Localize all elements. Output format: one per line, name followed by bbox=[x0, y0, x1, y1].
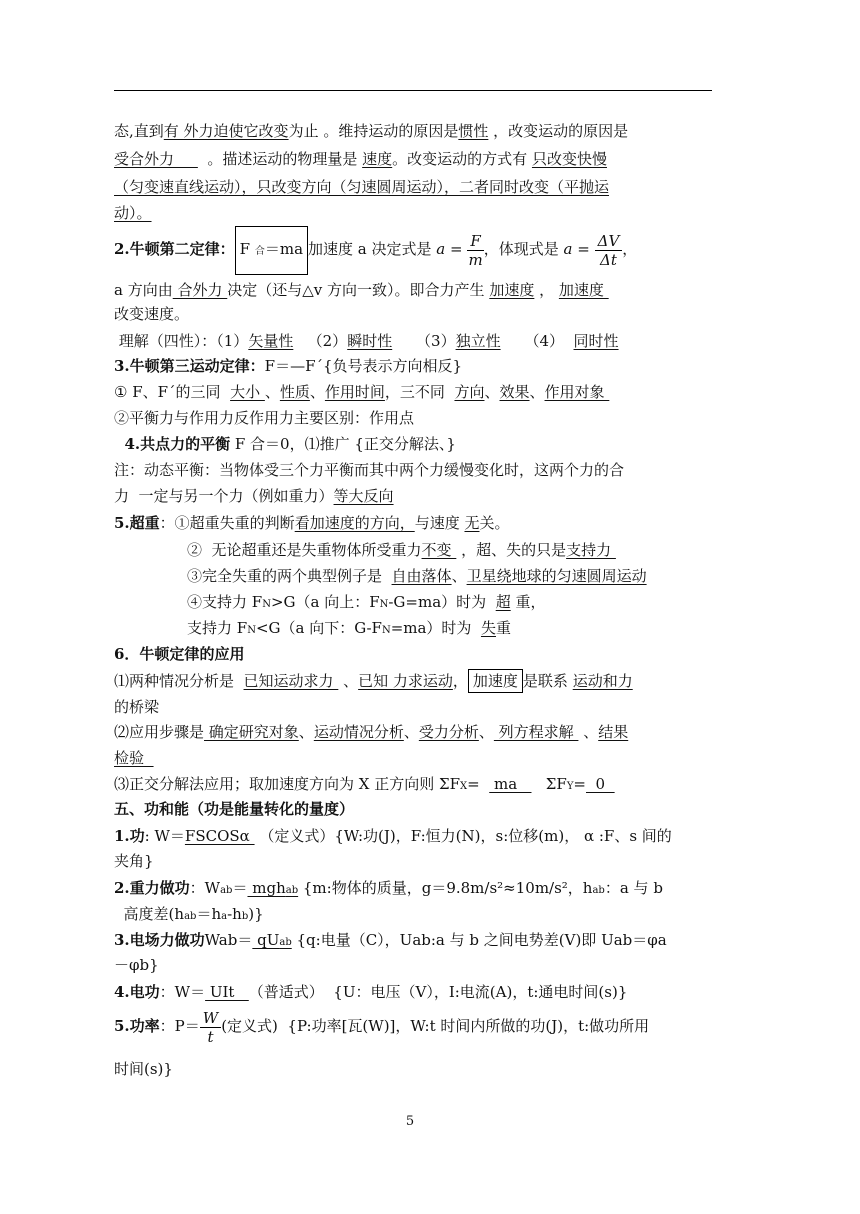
text-line bbox=[114, 121, 628, 141]
text: 、 bbox=[478, 723, 494, 741]
text-line bbox=[114, 203, 152, 223]
answer: 列方程求解 bbox=[493, 723, 579, 741]
text: 为止 。维持运动的原因是 bbox=[288, 122, 459, 140]
text: ＝ bbox=[232, 879, 248, 897]
text: 注：动态平衡：当物体受三个力平衡而其中两个力缓慢变化时，这两个力的合 bbox=[114, 461, 625, 479]
subscript: a bbox=[221, 911, 228, 922]
text-line bbox=[114, 748, 154, 768]
answer: 卫星绕地球的匀速圆周运动 bbox=[466, 567, 647, 585]
answer: 已知运动求力 bbox=[243, 672, 339, 690]
section-heading: 5.超重 bbox=[114, 514, 160, 532]
answer-text: qU bbox=[252, 931, 280, 949]
answer: 加速度 bbox=[558, 281, 609, 299]
subscript: N bbox=[381, 625, 391, 636]
denominator: Δt bbox=[600, 250, 617, 269]
text-line bbox=[114, 799, 354, 819]
text: ：a 与 b bbox=[604, 879, 663, 897]
denominator: t bbox=[207, 1027, 214, 1046]
text: （3） bbox=[392, 332, 456, 350]
text: 夹角} bbox=[114, 852, 154, 870]
text-line bbox=[114, 408, 414, 428]
answer: 速度 bbox=[362, 150, 393, 168]
text: a 方向由 bbox=[114, 281, 173, 299]
text: ， bbox=[622, 240, 638, 258]
answer: 失 bbox=[480, 619, 496, 637]
text: <G（a 向下：G-F bbox=[255, 619, 382, 637]
text: 是联系 bbox=[522, 672, 573, 690]
text: ＝ma bbox=[264, 240, 304, 258]
answer: 运动情况分析 bbox=[313, 723, 404, 741]
text: ④支持力 F bbox=[187, 593, 263, 611]
formula: a bbox=[436, 240, 446, 258]
text-line bbox=[114, 177, 609, 197]
answer: 动）。 bbox=[114, 204, 152, 222]
text-line bbox=[114, 671, 633, 691]
answer: 瞬时性 bbox=[347, 332, 393, 350]
text: 决定（还与△v 方向一致）。即合力产生 bbox=[227, 281, 490, 299]
text: ⑶正交分解法应用；取加速度方向为 X 正方向则 ΣF bbox=[114, 775, 460, 793]
text: -h bbox=[227, 905, 242, 923]
answer: 结果 bbox=[598, 723, 629, 741]
text: （2） bbox=[293, 332, 348, 350]
text: －φb} bbox=[114, 956, 159, 974]
answer: 效果 bbox=[499, 383, 530, 401]
answer: 大小 bbox=[230, 383, 265, 401]
answer: 受合外力 bbox=[114, 150, 198, 168]
text: : W＝ bbox=[144, 827, 185, 845]
numerator: ΔV bbox=[595, 232, 623, 251]
fraction bbox=[467, 232, 483, 269]
text: 、 bbox=[578, 723, 599, 741]
text-line bbox=[114, 982, 627, 1002]
text: 与速度 bbox=[414, 514, 465, 532]
page-number: 5 bbox=[405, 1114, 415, 1129]
text: 支持力 F bbox=[187, 619, 248, 637]
subscript: N bbox=[262, 599, 271, 610]
text-line bbox=[187, 592, 545, 615]
text: （4） bbox=[500, 332, 574, 350]
answer: 自由落体 bbox=[391, 567, 452, 585]
text: ：P＝ bbox=[159, 1017, 200, 1035]
section-heading: 5.功率 bbox=[114, 1017, 160, 1035]
text: 、 bbox=[403, 723, 419, 741]
text-line bbox=[114, 955, 159, 975]
text-line bbox=[114, 382, 609, 402]
fraction bbox=[595, 232, 623, 269]
text-line bbox=[114, 486, 394, 506]
subscript: ab bbox=[279, 937, 292, 948]
section-heading: 五、功和能（功是能量转化的量度） bbox=[114, 800, 355, 818]
text: 、 bbox=[309, 383, 325, 401]
text-line bbox=[187, 618, 511, 641]
section-heading: 3.牛顿第三运动定律： bbox=[114, 357, 265, 375]
text: ：①超重失重的判断 bbox=[159, 514, 295, 532]
text: (定义式) {P:功率[瓦(W)]，W:t 时间内所做的功(J)，t:做功所用 bbox=[221, 1017, 650, 1035]
text: = bbox=[573, 775, 586, 793]
text-line bbox=[114, 226, 637, 275]
text: 、 bbox=[451, 567, 467, 585]
section-heading: 4.电功 bbox=[114, 983, 160, 1001]
text: ， bbox=[534, 281, 559, 299]
text: Wab＝ bbox=[204, 931, 253, 949]
text: F 合＝0，⑴推广 {正交分解法、} bbox=[230, 435, 456, 453]
answer: FSCOSα bbox=[184, 827, 255, 845]
text: （定义式）{W:功(J)，F:恒力(N)，s:位移(m)， α :F、s 间的 bbox=[254, 827, 672, 845]
text: {m:物体的质量，g＝9.8m/s²≈10m/s²，h bbox=[298, 879, 593, 897]
answer: 看加速度的方向， bbox=[294, 514, 415, 532]
subscript: 合 bbox=[254, 246, 265, 257]
text: 、 bbox=[484, 383, 500, 401]
answer: 性质 bbox=[279, 383, 310, 401]
text-line bbox=[114, 826, 672, 846]
formula: a bbox=[563, 240, 573, 258]
answer: 加速度 bbox=[489, 281, 535, 299]
text: ：W bbox=[189, 879, 221, 897]
answer: （匀变速直线运动），只改变方向（匀速圆周运动），二者同时改变（平抛运 bbox=[114, 178, 610, 196]
text: （普适式） {U：电压（V），I:电流(A)，t:通电时间(s)} bbox=[248, 983, 628, 1001]
answer: 只改变快慢 bbox=[531, 150, 607, 168]
boxed-term: 加速度 bbox=[468, 669, 523, 693]
text: ，超、失的只是 bbox=[456, 541, 567, 559]
text: )} bbox=[248, 905, 264, 923]
text: ① F、F´的三同 bbox=[114, 383, 231, 401]
section-heading: 1.功 bbox=[114, 827, 145, 845]
text-line bbox=[187, 566, 647, 586]
answer bbox=[252, 931, 291, 949]
section-heading: 4.共点力的平衡 bbox=[114, 435, 231, 453]
answer: UIt bbox=[205, 983, 249, 1001]
text: 改变速度。 bbox=[114, 305, 190, 323]
answer: 支持力 bbox=[566, 541, 616, 559]
answer: 同时性 bbox=[573, 332, 619, 350]
formula-box bbox=[235, 226, 308, 275]
text: ，改变运动的原因是 bbox=[488, 122, 629, 140]
text: ，体现式是 bbox=[483, 240, 564, 258]
section-heading: 6．牛顿定律的应用 bbox=[114, 645, 245, 663]
text: ， bbox=[452, 672, 468, 690]
text-line bbox=[114, 697, 159, 717]
formula: = bbox=[445, 240, 468, 258]
answer: 运动和力 bbox=[572, 672, 633, 690]
text-line bbox=[114, 149, 607, 169]
text-line bbox=[114, 722, 628, 742]
text: 高度差(h bbox=[114, 905, 185, 923]
text-line bbox=[114, 331, 619, 351]
text: {q:电量（C），Uab:a 与 b 之间电势差(V)即 Uab＝φa bbox=[291, 931, 667, 949]
text-line bbox=[114, 1002, 649, 1050]
text: 的桥梁 bbox=[114, 698, 160, 716]
text: F＝—F´{负号表示方向相反} bbox=[264, 357, 463, 375]
text-line bbox=[114, 513, 510, 533]
text-line bbox=[114, 304, 189, 324]
text-line bbox=[114, 904, 264, 927]
section-heading: 3.电场力做功 bbox=[114, 931, 205, 949]
text: ＝h bbox=[196, 905, 222, 923]
answer-text: mgh bbox=[247, 879, 286, 897]
denominator: m bbox=[468, 250, 483, 269]
answer: 不变 bbox=[421, 541, 457, 559]
answer: 矢量性 bbox=[248, 332, 294, 350]
text-line bbox=[114, 851, 154, 871]
text: 、 bbox=[338, 672, 359, 690]
text-line bbox=[114, 878, 663, 901]
text: ：W＝ bbox=[159, 983, 206, 1001]
text: 时间(s)} bbox=[114, 1060, 173, 1078]
text: F bbox=[239, 240, 255, 258]
text-line bbox=[114, 930, 667, 953]
header-rule bbox=[114, 90, 712, 91]
text: -G=ma）时为 bbox=[388, 593, 496, 611]
text: ⑴两种情况分析是 bbox=[114, 672, 244, 690]
text: ΣF bbox=[531, 775, 567, 793]
text: 。改变运动的方式有 bbox=[392, 150, 532, 168]
answer: 超 bbox=[495, 593, 511, 611]
text: 加速度 a 决定式是 bbox=[308, 240, 437, 258]
text-line bbox=[114, 434, 456, 454]
answer: 独立性 bbox=[455, 332, 501, 350]
text: 力 一定与另一个力（例如重力） bbox=[114, 487, 334, 505]
text: ，三不同 bbox=[384, 383, 455, 401]
answer bbox=[247, 879, 298, 897]
subscript: ab bbox=[184, 911, 197, 922]
answer: 无 bbox=[464, 514, 480, 532]
text: 重， bbox=[510, 593, 546, 611]
answer: 合外力 bbox=[172, 281, 228, 299]
text: ③完全失重的两个典型例子是 bbox=[187, 567, 392, 585]
text: 、 bbox=[264, 383, 280, 401]
text-line bbox=[114, 1059, 173, 1079]
text: ⑵应用步骤是 bbox=[114, 723, 205, 741]
subscript: ab bbox=[220, 885, 233, 896]
text-line bbox=[114, 280, 609, 300]
answer: 检验 bbox=[114, 749, 154, 767]
text: 理解（四性）：（1） bbox=[114, 332, 249, 350]
subscript: ab bbox=[592, 885, 605, 896]
answer: 作用时间 bbox=[324, 383, 385, 401]
answer: 0 bbox=[586, 775, 615, 793]
fraction bbox=[200, 1009, 221, 1046]
answer: 已知 力求运动 bbox=[358, 672, 453, 690]
text: ② 无论超重还是失重物体所受重力 bbox=[187, 541, 422, 559]
text-line bbox=[114, 460, 624, 480]
answer: 惯性 bbox=[458, 122, 489, 140]
text: 态,直到 bbox=[114, 122, 164, 140]
answer: 作用对象 bbox=[544, 383, 610, 401]
subscript: N bbox=[379, 599, 389, 610]
text: >G（a 向上：F bbox=[270, 593, 380, 611]
answer: 有 外力迫使它改变 bbox=[163, 122, 289, 140]
formula: = bbox=[572, 240, 595, 258]
subscript: b bbox=[241, 911, 249, 922]
numerator: F bbox=[467, 232, 483, 251]
text: ②平衡力与作用力反作用力主要区别：作用点 bbox=[114, 409, 415, 427]
subscript: ab bbox=[285, 885, 299, 896]
section-heading: 2.牛顿第二定律： bbox=[114, 240, 235, 258]
answer: 等大反向 bbox=[333, 487, 394, 505]
subscript: N bbox=[247, 625, 256, 636]
answer: 确定研究对象 bbox=[204, 723, 299, 741]
text: 、 bbox=[298, 723, 314, 741]
text-line bbox=[114, 644, 244, 664]
text-line bbox=[187, 540, 616, 560]
answer: 受力分析 bbox=[418, 723, 479, 741]
text: 重 bbox=[495, 619, 511, 637]
text: 关。 bbox=[479, 514, 510, 532]
section-heading: 2.重力做功 bbox=[114, 879, 190, 897]
subscript: Y bbox=[566, 781, 574, 792]
text-line bbox=[114, 356, 462, 376]
text: =ma）时为 bbox=[390, 619, 481, 637]
text: = bbox=[467, 775, 490, 793]
numerator: W bbox=[200, 1009, 221, 1028]
answer: ma bbox=[489, 775, 532, 793]
answer: 方向 bbox=[454, 383, 485, 401]
text-line bbox=[114, 774, 615, 797]
text: 。描述运动的物理量是 bbox=[197, 150, 363, 168]
subscript: X bbox=[460, 781, 468, 792]
text: 、 bbox=[529, 383, 545, 401]
